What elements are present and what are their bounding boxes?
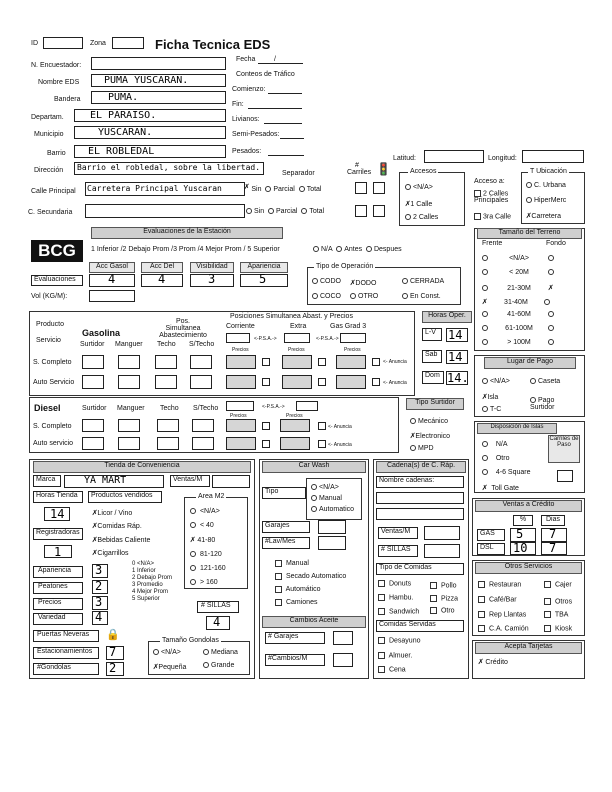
carriles-label: # Carriles bbox=[347, 162, 372, 176]
cadenas-title: Cadena(s) de C. Ráp. bbox=[376, 461, 466, 473]
terreno-fondo: Fondo bbox=[546, 240, 566, 247]
carriles-2-field[interactable] bbox=[355, 205, 367, 217]
comida-hambu[interactable]: Hambu. bbox=[378, 594, 413, 601]
evaluaciones-title: Evaluaciones de la Estación bbox=[91, 227, 283, 239]
gas-grad3: Gas Grad 3 bbox=[330, 323, 367, 330]
fin-label: Fin: bbox=[232, 101, 244, 108]
diesel-stecho: S/Techo bbox=[193, 405, 219, 412]
latitud-field[interactable] bbox=[424, 150, 484, 163]
area-title: Area M2 bbox=[198, 493, 225, 500]
terreno-title: Tamaño del Terreno bbox=[477, 228, 582, 239]
diesel-as-stecho[interactable] bbox=[192, 437, 214, 450]
horas-lv-value: 14 bbox=[448, 328, 463, 342]
diesel-sc-precio-1[interactable] bbox=[226, 419, 256, 432]
diesel-sc-techo[interactable] bbox=[157, 419, 179, 432]
gas-sc-techo[interactable] bbox=[155, 355, 177, 369]
calle-principal-label: Calle Principal bbox=[31, 188, 76, 195]
gas-corriente-psa[interactable] bbox=[226, 333, 250, 343]
gond-mediana[interactable]: Mediana bbox=[203, 649, 238, 656]
islas-toll[interactable]: ✗ Toll Gate bbox=[482, 483, 519, 493]
gas-extra: Extra bbox=[290, 323, 307, 330]
traffic-light-icon: 🚦 bbox=[376, 162, 391, 176]
gas-pos-sim2: Posiciones Simultanea Abast. y Precios bbox=[230, 313, 353, 320]
gas-as-chk-2[interactable] bbox=[318, 378, 326, 386]
tienda-gondolas-value: 2 bbox=[109, 661, 117, 675]
cadenas-nombre-1[interactable] bbox=[376, 492, 464, 504]
separador-row-1: ✗ Sin Parcial Total bbox=[244, 182, 322, 193]
gas-as-chk-3[interactable] bbox=[372, 378, 380, 386]
gas-as-surtidor[interactable] bbox=[82, 375, 104, 389]
terreno-rows: <N/A> < 20M 21-30M ✗ ✗ 31-40M 41-60M 61-100M > 100M bbox=[482, 255, 554, 346]
tienda-title: Tienda de Conveniencia bbox=[33, 461, 251, 473]
separador-label: Separador bbox=[282, 170, 315, 177]
diesel-as-techo[interactable] bbox=[157, 437, 179, 450]
credito-title: Ventas a Crédito bbox=[475, 500, 582, 512]
gas-sc-extra[interactable] bbox=[282, 355, 312, 369]
islas-otro[interactable]: Otro bbox=[482, 455, 509, 462]
gas-producto: Producto bbox=[36, 321, 65, 328]
gas-sc-anuncia: <- Anuncia bbox=[383, 359, 407, 365]
ubicacion-hipermerc[interactable]: HiperMerc bbox=[526, 197, 566, 204]
islas-carriles-field[interactable] bbox=[557, 470, 573, 482]
departam-label: Departam. bbox=[31, 114, 64, 121]
direccion-label: Dirección bbox=[34, 167, 64, 174]
pago-title: Lugar de Pago bbox=[484, 357, 576, 369]
producto-bebidas[interactable]: ✗Bebidas Caliente bbox=[92, 535, 151, 545]
surtidor-mecanico[interactable]: Mecánico bbox=[410, 418, 448, 425]
islas-square[interactable]: 4-6 Square bbox=[482, 469, 530, 476]
col-acc-del: Acc Del bbox=[141, 262, 183, 273]
producto-cigarrillos[interactable]: ✗Cigarrillos bbox=[92, 548, 129, 558]
diesel-title: Diesel bbox=[34, 403, 61, 413]
aceite-cambios-label: #Cambios/M bbox=[265, 654, 325, 666]
aceite-garajes-field[interactable] bbox=[333, 631, 353, 645]
cadenas-ventas-label: Ventas/M bbox=[378, 527, 418, 539]
pago-isla[interactable]: ✗Isla bbox=[482, 392, 499, 402]
fin-field[interactable] bbox=[248, 108, 302, 109]
fecha-label: Fecha bbox=[236, 56, 256, 63]
cadenas-nombre-label: Nombre cadenas: bbox=[376, 476, 464, 488]
tienda-scale: 0 <N/A> 1 Inferior 2 Debajo Prom 3 Promedio 4 Mejor Prom 5 Superior bbox=[132, 561, 173, 602]
horas-sab-value: 14 bbox=[448, 350, 463, 364]
separador-row-2: Sin Parcial Total bbox=[246, 208, 324, 215]
gas-precios-3: Precios bbox=[344, 347, 361, 353]
eval-visibilidad-value: 3 bbox=[208, 272, 216, 286]
gas-sc-chk-1[interactable] bbox=[262, 358, 270, 366]
otros-title: Otros Servicios bbox=[475, 562, 582, 574]
fecha-field[interactable] bbox=[258, 63, 303, 64]
serv-cafe[interactable]: Café/Bar bbox=[478, 596, 517, 603]
pesados-label: Pesados: bbox=[232, 148, 262, 155]
semi-label: Semi-Pesados: bbox=[232, 131, 280, 138]
tienda-marca-label: Marca bbox=[33, 475, 61, 487]
calle-secundaria-label: C. Secundaria bbox=[28, 209, 73, 216]
cadenas-sillas-field[interactable] bbox=[424, 544, 460, 558]
gas-s-completo: S. Completo bbox=[33, 359, 72, 366]
evaluaciones-row-label: Evaluaciones bbox=[31, 275, 83, 286]
horas-dom-label: Dom bbox=[422, 371, 444, 384]
horas-lv-label: L-V bbox=[422, 328, 442, 341]
credito-dsl-label: DSL bbox=[477, 543, 505, 555]
tienda-neveras-label: Puertas Neveras bbox=[33, 630, 99, 642]
carwash-lav-field[interactable] bbox=[318, 536, 346, 550]
gas-sc-chk-2[interactable] bbox=[318, 358, 326, 366]
tarjetas-title: Acepta Tarjetas bbox=[475, 642, 582, 654]
gas-manguer: Manguer bbox=[115, 341, 143, 348]
bandera-label: Bandera bbox=[54, 96, 81, 103]
horas-sab-label: Sab bbox=[422, 350, 442, 363]
tienda-registradoras-label: Registradoras bbox=[33, 528, 83, 540]
surtidor-mpd[interactable]: MPD bbox=[410, 445, 434, 452]
tienda-horas-value: 14 bbox=[50, 507, 65, 521]
gas-surtidor: Surtidor bbox=[80, 341, 105, 348]
fecha-sep: / bbox=[274, 56, 276, 63]
carwash-tipo-label: Tipo bbox=[262, 487, 306, 499]
gas-techo: Techo bbox=[157, 341, 176, 348]
eval-precios-label: Precios bbox=[33, 598, 83, 610]
livianos-label: Livianos: bbox=[232, 116, 260, 123]
diesel-as-precio-1[interactable] bbox=[226, 437, 256, 450]
carwash-garajes-label: Garajes bbox=[262, 521, 310, 533]
credito-gas-pct: 5 bbox=[516, 527, 524, 541]
carriles-1b-field[interactable] bbox=[373, 182, 385, 194]
gas-grad3-psa[interactable] bbox=[340, 333, 366, 343]
vol-field[interactable] bbox=[89, 290, 135, 302]
tarjeta-credito[interactable]: ✗ Crédito bbox=[478, 657, 508, 667]
pago-na[interactable]: <N/A> bbox=[482, 378, 510, 385]
op-codo[interactable]: CODO bbox=[312, 278, 341, 285]
producto-comidas[interactable]: ✗Comidas Ráp. bbox=[92, 521, 142, 531]
gas-sc-manguer[interactable] bbox=[118, 355, 140, 369]
diesel-as-chk-1[interactable] bbox=[262, 440, 270, 448]
gas-sc-corriente[interactable] bbox=[226, 355, 256, 369]
cadenas-servidas-title: Comidas Servidas bbox=[376, 620, 464, 632]
col-acc-gasol: Acc Gasol bbox=[89, 262, 135, 273]
serv-rep-llantas[interactable]: Rep Llantas bbox=[478, 611, 526, 618]
cadenas-ventas-field[interactable] bbox=[424, 526, 460, 540]
accesos-title: Accesos bbox=[410, 168, 437, 175]
pago-surtidor[interactable]: Pago Surtidor bbox=[530, 397, 555, 411]
op-dodo[interactable]: ✗DODO bbox=[350, 278, 377, 288]
tienda-marca-value: YA MART bbox=[84, 475, 127, 486]
gas-stecho: S/Techo bbox=[189, 341, 215, 348]
gond-na[interactable]: <N/A> bbox=[153, 649, 181, 656]
diesel-psa: <-P.S.A.-> bbox=[262, 404, 285, 410]
gas-as-stecho[interactable] bbox=[190, 375, 212, 389]
comienzo-field[interactable] bbox=[268, 93, 302, 94]
serv-kiosk[interactable]: Kiosk bbox=[544, 625, 572, 632]
gas-precios-2: Precios bbox=[288, 347, 305, 353]
cadenas-nombre-2[interactable] bbox=[376, 508, 464, 520]
gas-sc-stecho[interactable] bbox=[190, 355, 212, 369]
tipo-surtidor-title: Tipo Surtidor bbox=[406, 398, 464, 410]
aceite-title: Cambios Aceite bbox=[262, 616, 366, 628]
tienda-ventas-label: Ventas/M bbox=[170, 475, 210, 487]
op-cerrada[interactable]: CERRADA bbox=[402, 278, 444, 285]
pesados-field[interactable] bbox=[268, 155, 304, 156]
gas-pos-sim: Pos. Simultanea Abastecimiento bbox=[159, 318, 207, 339]
encuestador-label: N. Encuestador: bbox=[31, 62, 82, 69]
acceso-a-label: Acceso a: bbox=[474, 178, 505, 185]
tienda-horas-label: Horas Tienda bbox=[33, 491, 83, 503]
nombre-eds-label: Nombre EDS bbox=[38, 79, 80, 86]
credito-pct-label: % bbox=[513, 515, 533, 526]
calle-secundaria-field[interactable] bbox=[85, 204, 245, 218]
diesel-as-surtidor[interactable] bbox=[82, 437, 104, 450]
credito-gas-label: GAS bbox=[477, 529, 505, 541]
diesel-sc-stecho[interactable] bbox=[192, 419, 214, 432]
gas-corriente: Corriente bbox=[226, 323, 255, 330]
diesel-sc-surtidor[interactable] bbox=[82, 419, 104, 432]
diesel-psa-2[interactable] bbox=[296, 401, 318, 411]
serv-restauran[interactable]: Restauran bbox=[478, 581, 521, 588]
carwash-tipo-options: <N/A> Manual Automatico bbox=[311, 482, 354, 515]
ubicacion-urbana[interactable]: C. Urbana bbox=[526, 182, 566, 189]
servida-desayuno[interactable]: Desayuno bbox=[378, 637, 420, 644]
diesel-manguer: Manguer bbox=[117, 405, 145, 412]
accesos-1-calle[interactable]: ✗1 Calle bbox=[405, 199, 433, 209]
accesos-na[interactable]: <N/A> bbox=[405, 184, 433, 191]
gas-sc-grad3[interactable] bbox=[336, 355, 366, 369]
gas-auto-servicio: Auto Servicio bbox=[33, 379, 75, 386]
gas-as-chk-1[interactable] bbox=[262, 378, 270, 386]
producto-licor[interactable]: ✗Licor / Vino bbox=[92, 508, 133, 518]
diesel-surtidor: Surtidor bbox=[82, 405, 107, 412]
credito-gas-dias: 7 bbox=[549, 527, 557, 541]
municipio-label: Municipio bbox=[34, 131, 64, 138]
terreno-frente: Frente bbox=[482, 240, 503, 247]
carriles-2b-field[interactable] bbox=[373, 205, 385, 217]
comida-otro[interactable]: Otro bbox=[430, 607, 455, 614]
gond-pequena[interactable]: ✗Pequeña bbox=[153, 662, 187, 672]
tienda-sillas-value: 4 bbox=[213, 615, 221, 629]
aceite-garajes-label: # Garajes bbox=[265, 632, 325, 644]
eval-apariencia-value: 5 bbox=[259, 272, 267, 286]
diesel-as-chk-2[interactable] bbox=[318, 440, 326, 448]
acceso-tercera[interactable]: 3ra Calle bbox=[474, 213, 511, 220]
comida-pizza[interactable]: Pizza bbox=[430, 595, 458, 602]
credito-dsl-dias: 7 bbox=[549, 541, 557, 555]
pago-caseta[interactable]: Caseta bbox=[530, 378, 560, 385]
gas-as-grad3[interactable] bbox=[336, 375, 366, 389]
eval-timing: N/A Antes Despues bbox=[313, 246, 402, 253]
gas-as-anuncia: <- Anuncia bbox=[383, 380, 407, 386]
gas-sc-chk-3[interactable] bbox=[372, 358, 380, 366]
id-label: ID bbox=[31, 40, 38, 47]
diesel-auto-servicio: Auto servicio bbox=[33, 440, 74, 447]
serv-ca-camion[interactable]: C.A. Camión bbox=[478, 625, 529, 632]
livianos-field[interactable] bbox=[264, 123, 302, 124]
nombre-eds-value: PUMA YUSCARAN. bbox=[104, 75, 189, 86]
cadenas-tipo-comidas: Tipo de Comidas bbox=[376, 563, 464, 575]
carwash-garajes-field[interactable] bbox=[318, 520, 346, 534]
eval-peatones-label: Peatones bbox=[33, 582, 83, 594]
bcg-logo: BCG bbox=[31, 240, 83, 262]
tienda-estacionamientos-label: Estacionamientos bbox=[33, 647, 99, 659]
diesel-sc-precio-2[interactable] bbox=[280, 419, 310, 432]
gas-extra-psa[interactable] bbox=[284, 333, 310, 343]
gas-psa-2: <-P.S.A.-> bbox=[316, 336, 339, 342]
barrio-value: EL ROBLEDAL bbox=[88, 146, 155, 157]
gas-precios-1: Precios bbox=[232, 347, 249, 353]
gasolina-title: Gasolina bbox=[82, 328, 121, 338]
diesel-sc-manguer[interactable] bbox=[118, 419, 140, 432]
comida-pollo[interactable]: Pollo bbox=[430, 582, 457, 589]
zona-label: Zona bbox=[90, 40, 106, 47]
pago-tc[interactable]: T-C bbox=[482, 406, 501, 413]
comida-donuts[interactable]: Donuts bbox=[378, 580, 411, 587]
tipo-op-title: Tipo de Operación bbox=[316, 263, 374, 270]
gond-grande[interactable]: Grande bbox=[203, 662, 234, 669]
tienda-gondolas-label: #Gondolas bbox=[33, 663, 99, 675]
accesos-2-calles[interactable]: 2 Calles bbox=[405, 214, 438, 221]
credito-dias-label: Dias bbox=[541, 515, 565, 526]
conteos-label: Conteos de Tráfico bbox=[236, 71, 295, 78]
municipio-value: YUSCARAN. bbox=[98, 127, 153, 138]
gas-as-corriente[interactable] bbox=[226, 375, 256, 389]
calle-principal-value: Carretera Principal Yuscaran bbox=[87, 184, 222, 193]
diesel-as-precio-2[interactable] bbox=[280, 437, 310, 450]
islas-title: Disposición de Islas bbox=[477, 423, 557, 434]
diesel-precios-1: Precios bbox=[230, 413, 247, 419]
vol-label: Vol (KG/M): bbox=[31, 293, 68, 300]
gas-as-manguer[interactable] bbox=[118, 375, 140, 389]
diesel-sc-chk-2[interactable] bbox=[318, 422, 326, 430]
semi-field[interactable] bbox=[280, 138, 304, 139]
op-en-const[interactable]: En Const. bbox=[402, 293, 441, 300]
serv-tba[interactable]: TBA bbox=[544, 611, 568, 618]
serv-otros[interactable]: Otros bbox=[544, 598, 572, 605]
comida-sandwich[interactable]: Sandwich bbox=[378, 608, 419, 615]
ubicacion-title: T Ubicación bbox=[530, 168, 567, 175]
gas-psa-1: <-P.S.A.-> bbox=[254, 336, 277, 342]
tienda-registradoras-value: 1 bbox=[54, 545, 62, 559]
diesel-techo: Techo bbox=[160, 405, 179, 412]
col-visibilidad: Visibilidad bbox=[190, 262, 234, 273]
tienda-ventas-field[interactable] bbox=[212, 475, 250, 488]
carwash-lav-label: #Lav/Mes bbox=[262, 537, 310, 549]
op-otro[interactable]: OTRO bbox=[350, 293, 378, 300]
horas-title: Horas Oper. bbox=[422, 311, 472, 323]
islas-na[interactable]: N/A bbox=[482, 441, 508, 448]
tienda-estacionamientos-value: 7 bbox=[109, 645, 117, 659]
comienzo-label: Comienzo: bbox=[232, 86, 266, 93]
area-options: <N/A> < 40 ✗ 41-80 81-120 121-160 > 160 bbox=[190, 508, 226, 586]
direccion-value: Barrio el robledal, sobre la libertad. bbox=[77, 163, 261, 172]
surtidor-electronico[interactable]: ✗Electronico bbox=[410, 431, 451, 441]
servida-cena[interactable]: Cena bbox=[378, 666, 406, 673]
tienda-variedad-value: 4 bbox=[95, 610, 103, 624]
tienda-apariencia-value: 3 bbox=[95, 563, 103, 577]
encuestador-field[interactable] bbox=[91, 57, 226, 70]
eval-apariencia-label: Apariencia bbox=[33, 566, 83, 578]
eval-acc-gasol-value: 4 bbox=[108, 272, 116, 286]
diesel-psa-1[interactable] bbox=[226, 401, 254, 411]
tienda-peatones-value: 2 bbox=[95, 579, 103, 593]
diesel-as-anuncia: <- Anuncia bbox=[328, 442, 352, 448]
servida-almuer[interactable]: Almuer. bbox=[378, 652, 412, 659]
aceite-cambios-field[interactable] bbox=[333, 653, 353, 667]
ubicacion-carretera[interactable]: ✗Carretera bbox=[526, 211, 561, 221]
gas-as-techo[interactable] bbox=[155, 375, 177, 389]
longitud-label: Longitud: bbox=[488, 155, 517, 162]
serv-cajer[interactable]: Cajer bbox=[544, 581, 572, 588]
zona-field[interactable] bbox=[112, 37, 144, 49]
gondolas-title: Tamaño Gondolas bbox=[162, 637, 219, 644]
diesel-sc-anuncia: <- Anuncia bbox=[328, 424, 352, 430]
islas-carriles-paso: Carriles de Paso bbox=[548, 435, 580, 463]
diesel-precios-2: Precios bbox=[286, 413, 303, 419]
barrio-label: Barrio bbox=[47, 150, 66, 157]
gas-as-extra[interactable] bbox=[282, 375, 312, 389]
acceso-calles-principales[interactable]: 2 Calles Principales bbox=[474, 190, 509, 205]
lock-icon: 🔒 bbox=[106, 629, 120, 641]
departam-value: EL PARAISO. bbox=[90, 110, 157, 121]
cadenas-sillas-label: # SILLAS bbox=[378, 545, 418, 557]
horas-dom-value: 14. bbox=[447, 371, 469, 385]
eval-acc-del-value: 4 bbox=[158, 272, 166, 286]
eval-variedad-label: Variedad bbox=[33, 613, 83, 625]
diesel-sc-chk-1[interactable] bbox=[262, 422, 270, 430]
tienda-productos-label: Productos vendidos bbox=[88, 491, 162, 503]
credito-dsl-pct: 10 bbox=[513, 541, 528, 555]
carriles-1-field[interactable] bbox=[355, 182, 367, 194]
tienda-sillas-label: # SILLAS bbox=[197, 601, 239, 613]
page-title: Ficha Tecnica EDS bbox=[155, 37, 271, 52]
diesel-s-completo: S. Completo bbox=[33, 423, 72, 430]
bandera-value: PUMA. bbox=[108, 92, 139, 103]
tienda-precios-value: 3 bbox=[95, 595, 103, 609]
col-apariencia: Apariencia bbox=[240, 262, 288, 273]
evaluaciones-scale: 1 Inferior /2 Debajo Prom /3 Prom /4 Mejor Prom / 5 Superior bbox=[91, 246, 280, 253]
id-field[interactable] bbox=[43, 37, 83, 49]
carwash-checks: Manual Secado Automatico Automático Camiones bbox=[275, 557, 346, 609]
longitud-field[interactable] bbox=[522, 150, 584, 163]
op-coco[interactable]: COCO bbox=[312, 293, 341, 300]
carwash-title: Car Wash bbox=[262, 461, 366, 473]
latitud-label: Latitud: bbox=[393, 155, 416, 162]
gas-sc-surtidor[interactable] bbox=[82, 355, 104, 369]
diesel-as-manguer[interactable] bbox=[118, 437, 140, 450]
gas-servicio: Servicio bbox=[36, 337, 61, 344]
